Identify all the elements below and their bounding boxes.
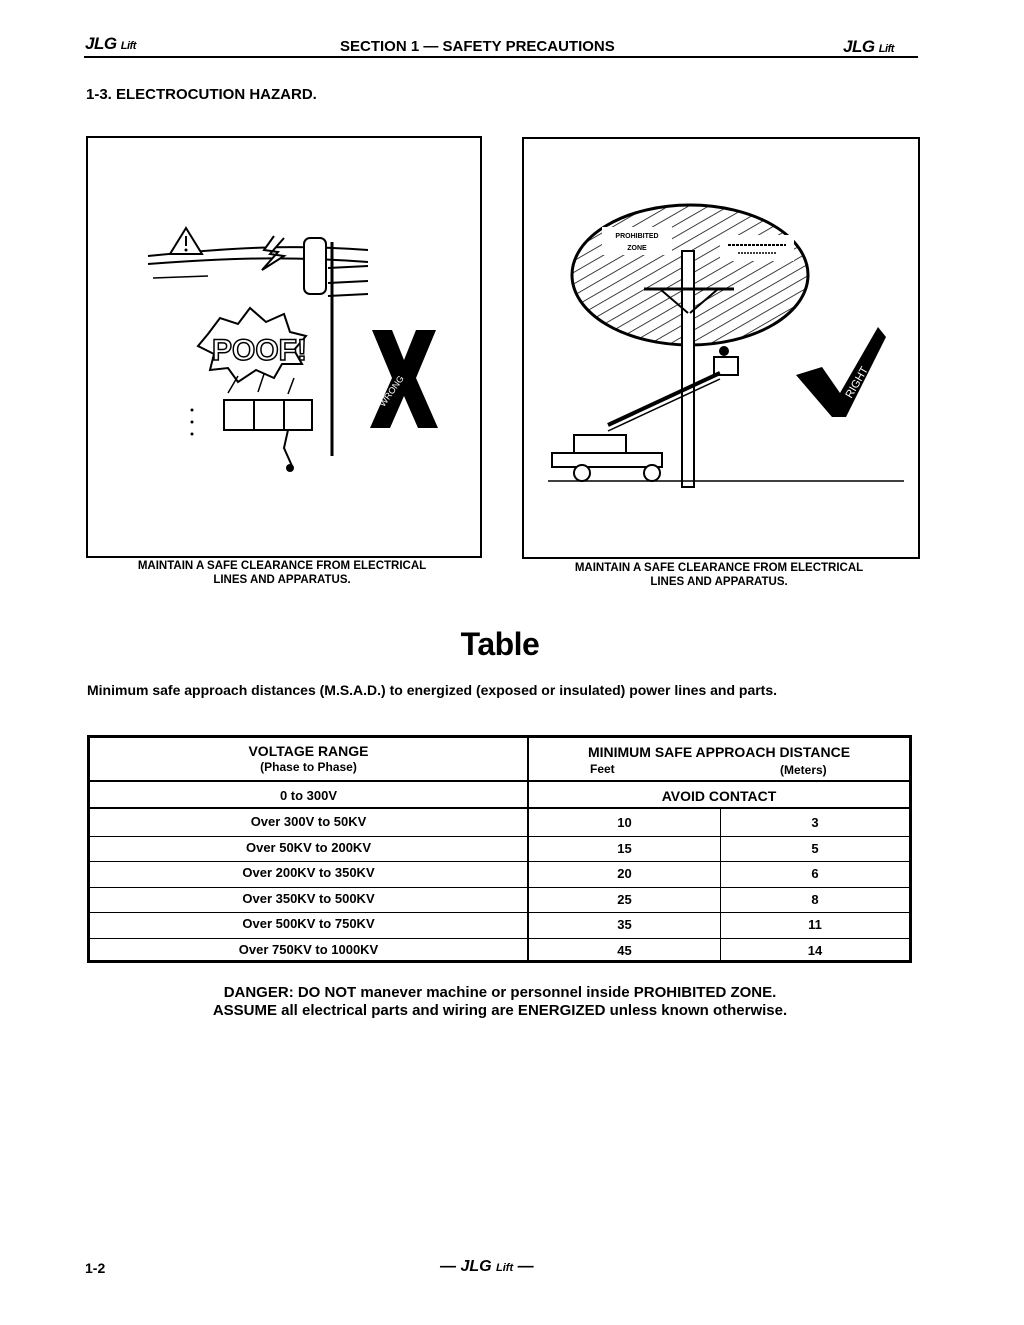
feet-cell: 25 bbox=[617, 891, 632, 907]
meters-cell: 5 bbox=[811, 840, 819, 856]
page-number: 1-2 bbox=[85, 1260, 106, 1276]
header-logo-right-text: JLG bbox=[843, 37, 875, 56]
zone-label-2: ZONE bbox=[627, 245, 647, 252]
voltage-cell: Over 500KV to 750KV bbox=[242, 916, 375, 931]
header-logo-right-suffix: Lift bbox=[878, 43, 894, 55]
meters-cell: 6 bbox=[811, 866, 819, 881]
lightning-bolt-icon bbox=[262, 236, 284, 270]
header-phase: (Phase to Phase) bbox=[260, 760, 357, 774]
header-meters: (Meters) bbox=[780, 763, 827, 777]
feet-cell: 10 bbox=[617, 815, 632, 830]
first-row-voltage: 0 to 300V bbox=[279, 788, 338, 803]
header-min-distance: MINIMUM SAFE APPROACH DISTANCE bbox=[587, 744, 851, 760]
meters-cell: 8 bbox=[811, 891, 819, 907]
voltage-cell: Over 50KV to 200KV bbox=[245, 839, 371, 855]
feet-cell: 20 bbox=[617, 866, 632, 881]
header-logo-left-text: JLG bbox=[85, 34, 117, 53]
header-logo-right bbox=[843, 37, 894, 57]
danger-note bbox=[0, 984, 1000, 1020]
meters-cell: 3 bbox=[811, 815, 819, 830]
caption-right bbox=[522, 561, 916, 589]
header-feet: Feet bbox=[590, 762, 615, 776]
table-title: Table bbox=[460, 626, 540, 662]
footer-logo bbox=[440, 1258, 534, 1276]
voltage-cell: Over 750KV to 1000KV bbox=[238, 941, 379, 957]
electrocution-illustration bbox=[88, 138, 480, 556]
caption-right-line1: MAINTAIN A SAFE CLEARANCE FROM ELECTRICAL bbox=[574, 562, 864, 574]
header-logo-left bbox=[85, 34, 136, 54]
footer-logo-text: JLG bbox=[460, 1258, 492, 1275]
safe-clearance-illustration bbox=[524, 139, 918, 557]
voltage-cell: Over 200KV to 350KV bbox=[242, 865, 375, 880]
figure-right bbox=[522, 137, 920, 559]
row-divider bbox=[90, 836, 909, 837]
row-divider bbox=[90, 912, 909, 913]
poof-text: POOF! bbox=[212, 334, 307, 367]
zone-label-1: PROHIBITED bbox=[615, 233, 659, 240]
figure-wrong bbox=[86, 136, 482, 558]
wrong-label: WRONG bbox=[377, 373, 406, 409]
row-divider bbox=[90, 807, 909, 809]
caption-right-line2: LINES AND APPARATUS. bbox=[650, 576, 788, 588]
voltage-cell: Over 300V to 50KV bbox=[250, 814, 367, 829]
table-subcolumn-divider bbox=[720, 808, 721, 963]
footer-dash-left: — bbox=[440, 1258, 456, 1275]
caption-left bbox=[86, 559, 478, 587]
footer-dash-right: — bbox=[517, 1258, 534, 1275]
section-heading: 1-3. ELECTROCUTION HAZARD. bbox=[86, 86, 317, 103]
voltage-cell: Over 350KV to 500KV bbox=[242, 890, 375, 906]
warning-triangle-icon bbox=[170, 228, 202, 254]
header-voltage-range: VOLTAGE RANGE bbox=[248, 743, 369, 759]
table-subtitle: Minimum safe approach distances (M.S.A.D.) to energized (exposed or insulated) power lines and parts. bbox=[87, 682, 778, 698]
feet-cell: 45 bbox=[617, 942, 632, 958]
meters-cell: 11 bbox=[808, 917, 822, 932]
meters-cell: 14 bbox=[807, 942, 823, 958]
row-divider bbox=[90, 938, 909, 939]
header-rule bbox=[84, 56, 918, 58]
header-logo-left-suffix: Lift bbox=[120, 40, 136, 52]
footer-logo-suffix: Lift bbox=[496, 1262, 514, 1274]
danger-line-2: ASSUME all electrical parts and wiring are ENERGIZED unless known otherwise. bbox=[212, 1002, 788, 1019]
feet-cell: 15 bbox=[617, 840, 632, 856]
caption-left-line2: LINES AND APPARATUS. bbox=[213, 574, 351, 586]
msad-table bbox=[87, 735, 912, 963]
caption-left-line1: MAINTAIN A SAFE CLEARANCE FROM ELECTRICAL bbox=[137, 560, 427, 572]
section-title: SECTION 1 — SAFETY PRECAUTIONS bbox=[340, 38, 615, 55]
right-label: RIGHT bbox=[843, 364, 871, 401]
row-divider bbox=[90, 887, 909, 888]
first-row-distance: AVOID CONTACT bbox=[661, 788, 777, 804]
row-divider bbox=[90, 861, 909, 862]
danger-line-1: DANGER: DO NOT manever machine or personnel inside PROHIBITED ZONE. bbox=[223, 984, 777, 1001]
feet-cell: 35 bbox=[617, 917, 632, 932]
right-check-icon bbox=[796, 327, 886, 417]
